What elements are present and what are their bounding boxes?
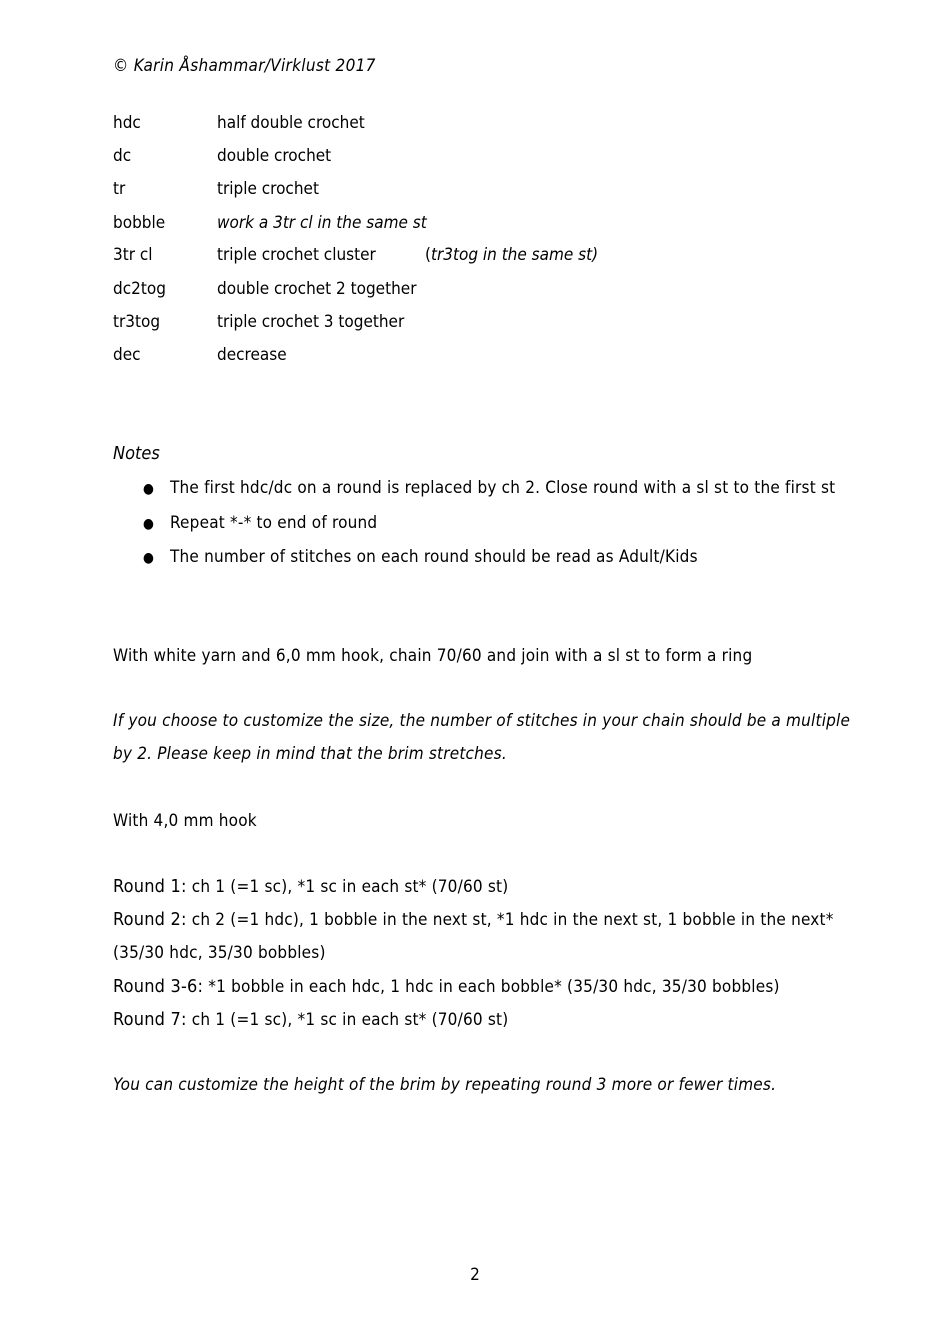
notes-bullet: The first hdc/dc on a round is replaced by ch 2. Close round with a sl st to the first st bbox=[170, 478, 836, 498]
abbr-term: tr bbox=[113, 179, 126, 199]
round-line bbox=[113, 976, 780, 997]
bullet-dot-icon: ● bbox=[143, 516, 154, 532]
round-label: Round 2: bbox=[113, 909, 187, 930]
page-number: 2 bbox=[470, 1265, 480, 1285]
notes-bullet: Repeat *-* to end of round bbox=[170, 513, 378, 533]
round-text: ch 1 (=1 sc), *1 sc in each st* (70/60 st) bbox=[191, 877, 509, 897]
round-text: *1 bobble in each hdc, 1 hdc in each bobble* (35/30 hdc, 35/30 bobbles) bbox=[208, 977, 780, 997]
abbr-term: tr3tog bbox=[113, 312, 161, 332]
hook-change: With 4,0 mm hook bbox=[113, 811, 257, 831]
abbr-definition: double crochet 2 together bbox=[217, 279, 417, 299]
round-text: ch 1 (=1 sc), *1 sc in each st* (70/60 st) bbox=[191, 1010, 509, 1030]
round-label: Round 7: bbox=[113, 1009, 187, 1030]
abbr-extra-italic: tr3tog in the same st) bbox=[430, 245, 599, 265]
round-line bbox=[113, 876, 508, 897]
abbr-definition: decrease bbox=[217, 345, 287, 365]
copyright-header: © Karin Åshammar/Virklust 2017 bbox=[113, 56, 376, 76]
round-label: Round 1: bbox=[113, 876, 187, 897]
abbr-definition: double crochet bbox=[217, 146, 332, 166]
abbr-definition: triple crochet bbox=[217, 179, 319, 199]
customize-note-line1: If you choose to customize the size, the number of stitches in your chain should be a multiple bbox=[113, 711, 851, 731]
abbr-extra-note bbox=[425, 245, 598, 265]
brim-note: You can customize the height of the brim by repeating round 3 more or fewer times. bbox=[113, 1075, 777, 1095]
bullet-dot-icon: ● bbox=[143, 550, 154, 566]
round-line bbox=[113, 909, 834, 930]
abbr-definition: half double crochet bbox=[217, 113, 365, 133]
abbr-extra-paren: ( bbox=[425, 245, 431, 265]
abbr-term: dec bbox=[113, 345, 141, 365]
round-line bbox=[113, 1009, 508, 1030]
abbr-term: bobble bbox=[113, 213, 166, 233]
abbr-definition: work a 3tr cl in the same st bbox=[217, 213, 427, 233]
customize-note-line2: by 2. Please keep in mind that the brim stretches. bbox=[113, 744, 507, 764]
round-continuation: (35/30 hdc, 35/30 bobbles) bbox=[113, 943, 326, 963]
abbr-term: dc bbox=[113, 146, 132, 166]
abbr-definition: triple crochet 3 together bbox=[217, 312, 405, 332]
round-text: ch 2 (=1 hdc), 1 bobble in the next st, *1 hdc in the next st, 1 bobble in the next* bbox=[191, 910, 834, 930]
abbr-definition: triple crochet cluster bbox=[217, 245, 376, 265]
notes-title: Notes bbox=[113, 443, 160, 464]
abbr-term: dc2tog bbox=[113, 279, 166, 299]
abbr-term: 3tr cl bbox=[113, 245, 153, 265]
round-label: Round 3-6: bbox=[113, 976, 204, 997]
bullet-dot-icon: ● bbox=[143, 481, 154, 497]
abbr-term: hdc bbox=[113, 113, 141, 133]
notes-bullet: The number of stitches on each round should be read as Adult/Kids bbox=[170, 547, 698, 567]
start-instruction: With white yarn and 6,0 mm hook, chain 70/60 and join with a sl st to form a ring bbox=[113, 646, 753, 666]
